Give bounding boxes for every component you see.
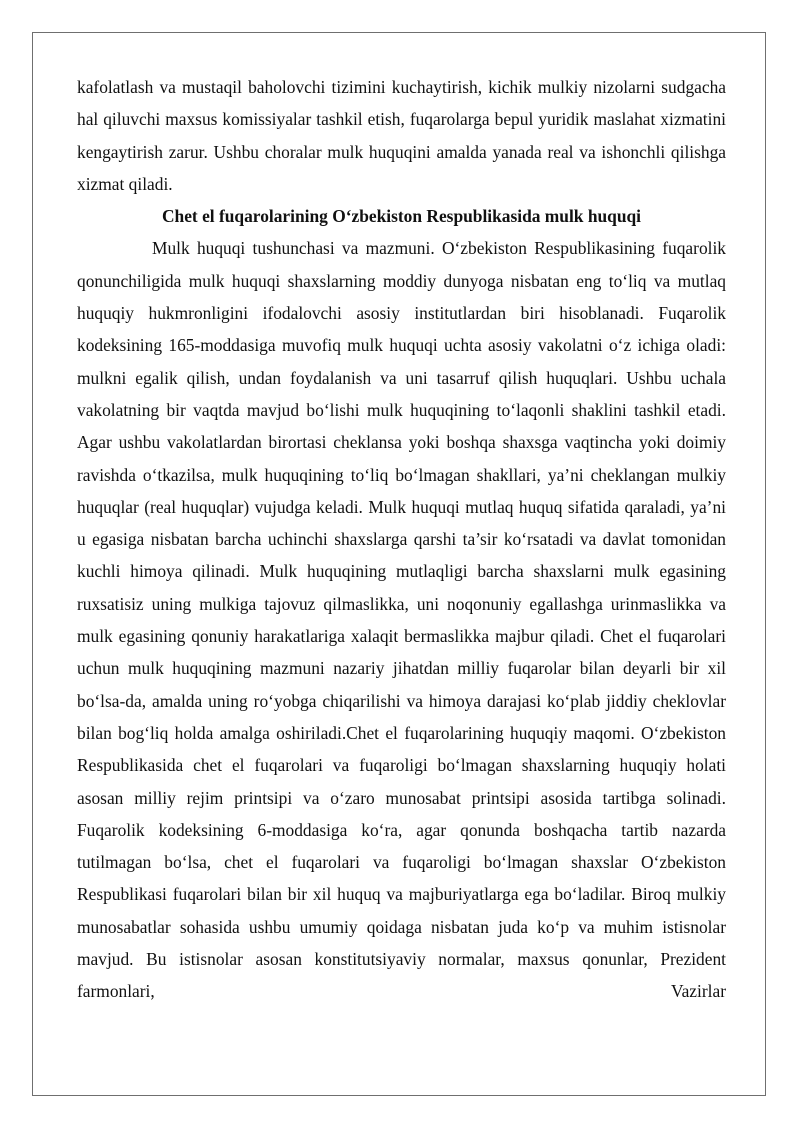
body-paragraph: Mulk huquqi tushunchasi va mazmuni. O‘zbekiston Respublikasining fuqarolik qonunchiligida mulk huquqi shaxslarning moddiy dunyoga nisbatan eng to‘liq va mutlaq huquqiy hukmronligini ifodalovchi asosiy institutlardan biri hisoblanadi. Fuqarolik kodeksining 165-moddasiga muvofiq mulk huquqi uchta asosiy vakolatni o‘z ichiga oladi: mulkni egalik qilish, undan foydalanish va uni tasarruf qilish huquqlari. Ushbu uchala vakolatning bir vaqtda mavjud bo‘lishi mulk huquqining to‘laqonli shaklini tashkil etadi. Agar ushbu vakolatlardan birortasi cheklansa yoki boshqa shaxsga vaqtincha yoki doimiy ravishda o‘tkazilsa, mulk huquqining to‘liq bo‘lmagan shakllari, ya’ni cheklangan mulkiy huquqlar (real huquqlar) vujudga keladi. Mulk huquqi mutlaq huquq sifatida qaraladi, ya’ni u egasiga nisbatan barcha uchinchi shaxslarga qarshi ta’sir ko‘rsatadi va davlat tomonidan kuchli himoya qilinadi. Mulk huquqining mutlaqligi barcha shaxslarni mulk egasining ruxsatisiz uning mulkiga tajovuz qilmaslikka, uni noqonuniy egallashga urinmaslikka va mulk egasining qonuniy harakatlariga xalaqit bermaslikka majbur qiladi. Chet el fuqarolari uchun mulk huquqining mazmuni nazariy jihatdan milliy fuqarolar bilan deyarli bir xil bo‘lsa-da, amalda uning ro‘yobga chiqarilishi va himoya darajasi ko‘plab jiddiy cheklovlar bilan bog‘liq holda amalga oshiriladi.Chet el fuqarolarining huquqiy maqomi. O‘zbekiston Respublikasida chet el fuqarolari va fuqaroligi bo‘lmagan shaxslarning huquqiy holati asosan milliy rejim printsipi va o‘zaro munosabat printsipi asosida tartibga solinadi. Fuqarolik kodeksining 6-moddasiga ko‘ra, agar qonunda boshqacha tartib nazarda tutilmagan bo‘lsa, chet el fuqarolari va fuqaroligi bo‘lmagan shaxslar O‘zbekiston Respublikasi fuqarolari bilan bir xil huquq va majburiyatlarga ega bo‘ladilar. Biroq mulkiy munosabatlar sohasida ushbu umumiy qoidaga nisbatan juda ko‘p va muhim istisnolar mavjud. Bu istisnolar asosan konstitutsiyaviy normalar, maxsus qonunlar, Prezident farmonlari, Vazirlar [77, 238, 726, 1002]
body-paragraph-continued: kafolatlash va mustaqil baholovchi tizimini kuchaytirish, kichik mulkiy nizolarni sudgacha hal qiluvchi maxsus komissiyalar tashkil etish, fuqarolarga bepul yuridik maslahat xizmatini kengaytirish zarur. Ushbu choralar mulk huquqini amalda yanada real va ishonchli qilishga xizmat qiladi. [77, 77, 726, 194]
document-body [77, 71, 726, 1008]
section-heading: Chet el fuqarolarining O‘zbekiston Respublikasida mulk huquqi [161, 206, 642, 227]
